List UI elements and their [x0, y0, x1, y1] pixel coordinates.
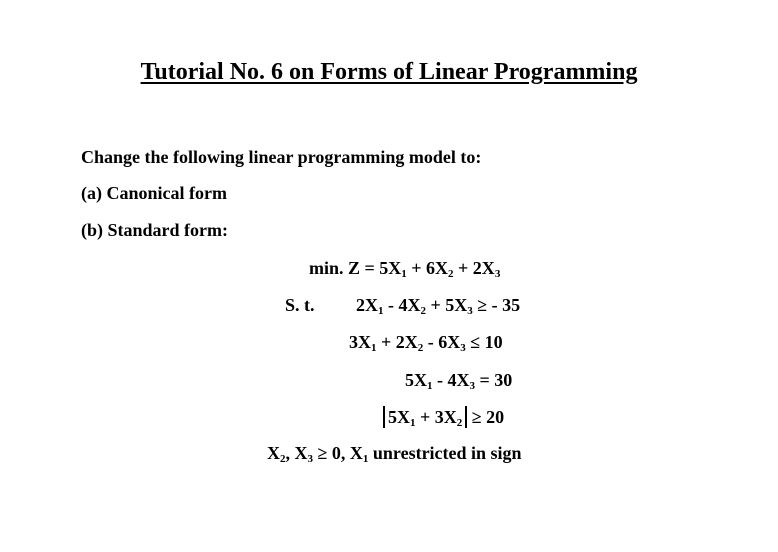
- sign-restrictions: $X_2$, $X_3 \ge 0$, $X_1$ unrestricted in sign: [267, 443, 522, 465]
- item-canonical: (a) Canonical form: [81, 183, 227, 203]
- constraint-2: $3X_1 + 2X_2 - 6X_3 \le 10$: [349, 332, 503, 354]
- page-title: Tutorial No. 6 on Forms of Linear Programming: [140, 59, 638, 85]
- objective-function: min. $Z = 5X_1 + 6X_2 + 2X_3$: [309, 258, 501, 280]
- subject-to-label: S. t.: [285, 295, 315, 315]
- constraint-4: $5X_1 + 3X_2 \ge 20$: [383, 406, 504, 428]
- constraint-1: $2X_1 - 4X_2 + 5X_3$ ≥ - 35: [356, 295, 521, 317]
- constraint-3: $5X_1 - 4X_3 = 30$: [405, 370, 513, 392]
- item-standard: (b) Standard form:: [81, 220, 228, 240]
- intro-text: Change the following linear programming model to:: [81, 147, 482, 167]
